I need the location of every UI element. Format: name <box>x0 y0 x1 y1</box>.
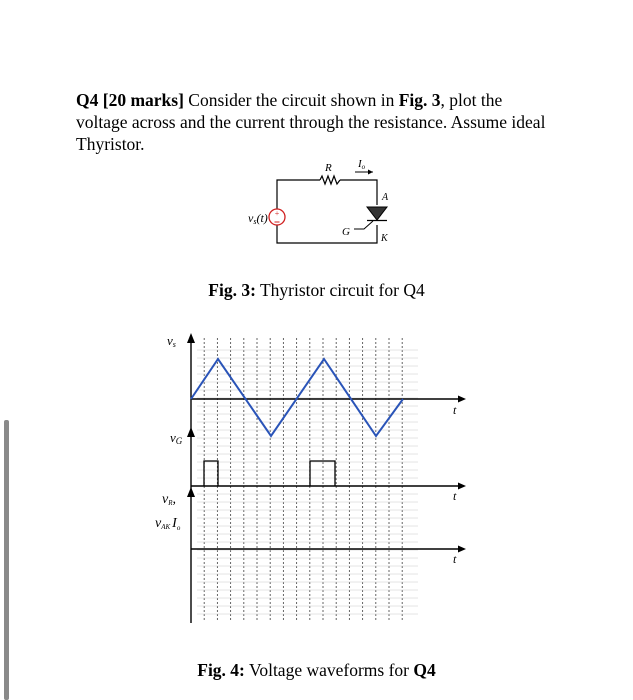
source-label-sub: s <box>253 217 257 226</box>
vertical-axis-arrow <box>187 333 195 343</box>
gate-label: G <box>342 226 350 238</box>
vak-time-label: t <box>453 552 457 566</box>
question-text-1: Consider the circuit shown in <box>183 90 399 110</box>
current-label-sub: o <box>361 163 366 171</box>
vr-label-sub: R <box>168 499 173 507</box>
vak-label-sub: AK <box>161 523 171 531</box>
vak-label: v <box>155 516 162 531</box>
vs-label: v <box>167 333 173 348</box>
fig4-caption <box>0 660 633 681</box>
vak-time-arrow <box>458 546 466 553</box>
vg-label-sub: G <box>175 436 183 446</box>
vs-time-arrow <box>458 396 466 403</box>
svg-text:vG <box>170 430 183 446</box>
io-label: I <box>172 516 177 531</box>
question-text-2: , plot the voltage across and the current through the resistance. Assume ideal Thyristor. <box>76 90 546 154</box>
fig4-caption-label: Fig. 4: <box>197 660 245 680</box>
figure-reference: Fig. 3 <box>398 90 441 110</box>
vs-time-label: t <box>453 403 457 417</box>
fig4-caption-text: Voltage waveforms for <box>244 660 414 680</box>
scrollbar[interactable] <box>4 420 9 700</box>
anode-label: A <box>382 192 389 203</box>
source-label-tail: (t) <box>256 211 268 225</box>
io-label-sub: o <box>176 524 181 532</box>
svg-text:vs <box>167 333 176 349</box>
source-label: v <box>248 211 254 225</box>
fig3-caption-text: Thyristor circuit for Q4 <box>255 280 425 300</box>
fig3-caption-label: Fig. 3: <box>208 280 256 300</box>
vg-time-arrow <box>458 483 466 490</box>
vr-label: v <box>162 492 169 507</box>
cathode-label: K <box>381 233 388 244</box>
svg-text:+: + <box>274 209 280 218</box>
vg-label: v <box>170 430 176 445</box>
vs-label-sub: s <box>172 340 176 349</box>
svg-text:vR,: vR, <box>162 492 176 507</box>
current-label: I <box>358 158 362 170</box>
fig4-caption-tail: Q4 <box>413 660 436 680</box>
question-label: Q4 [20 marks] <box>76 90 184 110</box>
svg-text:vAKIo <box>155 516 181 532</box>
gate-pulse-2 <box>310 461 335 486</box>
gate-pulse-1 <box>204 461 218 486</box>
resistor-label: R <box>325 162 332 174</box>
waveform-grid <box>197 338 418 622</box>
vg-time-label: t <box>453 489 457 503</box>
